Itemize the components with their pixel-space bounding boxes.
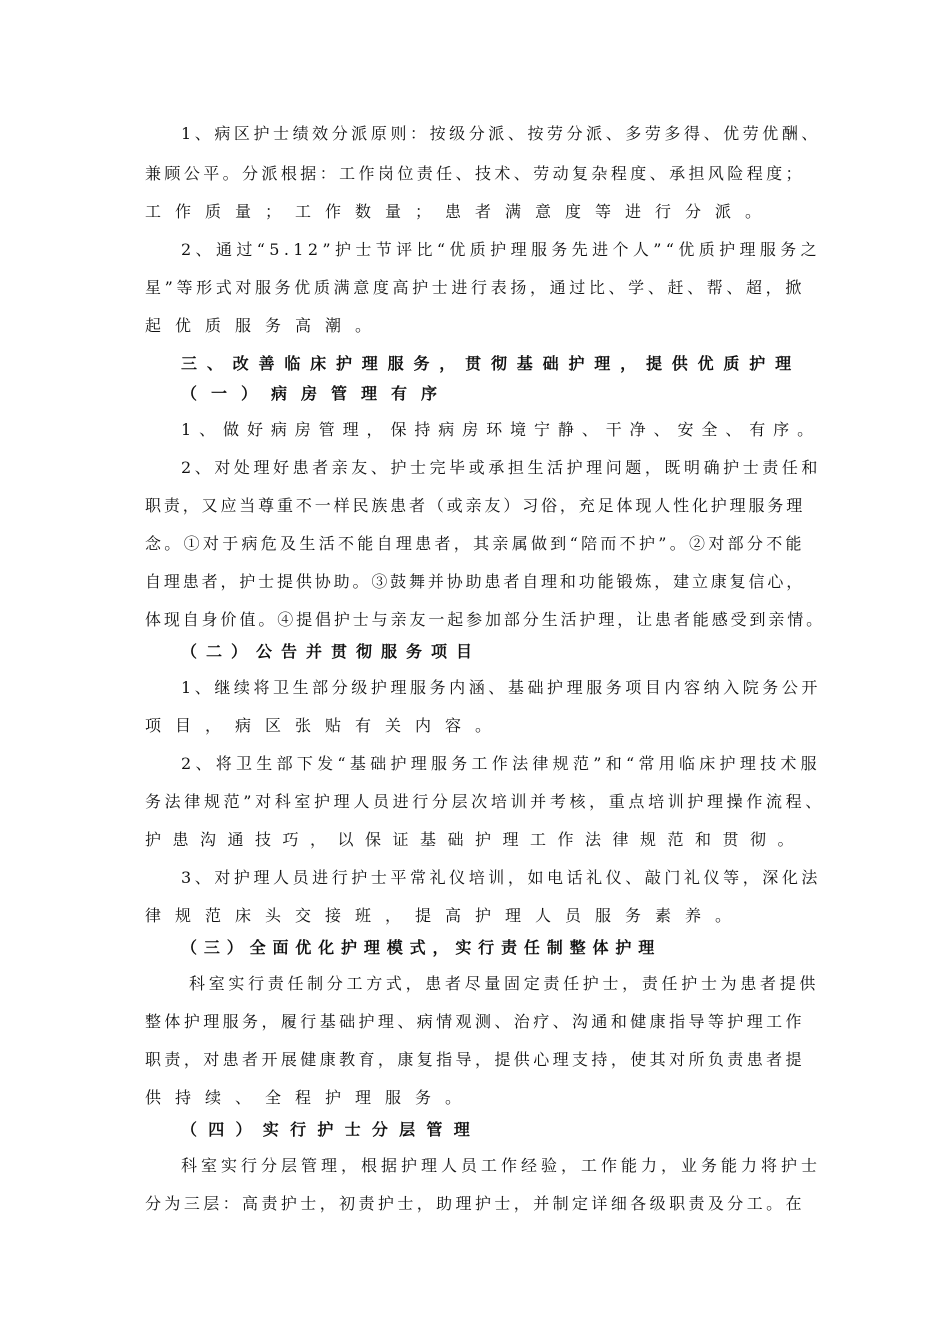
paragraph-9-line-2: 分为三层：高责护士，初责护士，助理护士，并制定详细各级职责及分工。在	[145, 1194, 805, 1213]
paragraph-4-line-2: 职责，又应当尊重不一样民族患者（或亲友）习俗，充足体现人性化护理服务理	[145, 496, 806, 515]
subheading-2: （二）公告并贯彻服务项目	[181, 642, 482, 661]
paragraph-4-line-5: 体现自身价值。④提倡护士与亲友一起参加部分生活护理，让患者能感受到亲情。	[145, 610, 826, 629]
paragraph-8-line-1: 科室实行责任制分工方式，患者尽量固定责任护士，责任护士为患者提供	[189, 974, 820, 993]
paragraph-4-line-4: 自理患者，护士提供协助。③鼓舞并协助患者自理和功能锻炼，建立康复信心，	[145, 572, 806, 591]
paragraph-6-line-1: 2、将卫生部下发“基础护理服务工作法律规范”和“常用临床护理技术服	[181, 754, 821, 773]
paragraph-7-line-1: 3、对护理人员进行护士平常礼仪培训，如电话礼仪、敲门礼仪等，深化法	[181, 868, 821, 887]
subheading-4: （四）实行护士分层管理	[181, 1120, 481, 1139]
paragraph-3-line-1: 1、做好病房管理，保持病房环境宁静、干净、安全、有序。	[181, 420, 822, 439]
paragraph-1-line-2: 兼顾公平。分派根据：工作岗位责任、技术、劳动复杂程度、承担风险程度；	[145, 164, 805, 183]
paragraph-2-line-3: 起优质服务高潮。	[145, 316, 386, 335]
paragraph-1-line-1: 1、病区护士绩效分派原则：按级分派、按劳分派、多劳多得、优劳优酬、	[181, 124, 821, 143]
paragraph-9-line-1: 科室实行分层管理，根据护理人员工作经验，工作能力，业务能力将护士	[181, 1156, 822, 1175]
paragraph-7-line-2: 律规范床头交接班，提高护理人员服务素养。	[145, 906, 746, 925]
paragraph-2-line-1: 2、通过“5.12”护士节评比“优质护理服务先进个人”“优质护理服务之	[181, 240, 822, 259]
paragraph-8-line-2: 整体护理服务，履行基础护理、病情观测、治疗、沟通和健康指导等护理工作	[145, 1012, 805, 1031]
paragraph-2-line-2: 星”等形式对服务优质满意度高护士进行表扬，通过比、学、赶、帮、超，掀	[145, 278, 805, 297]
paragraph-4-line-1: 2、对处理好患者亲友、护士完毕或承担生活护理问题，既明确护士责任和	[181, 458, 821, 477]
subheading-1: （一）病房管理有序	[181, 384, 452, 403]
paragraph-4-line-3: 念。①对于病危及生活不能自理患者，其亲属做到“陪而不护”。②对部分不能	[145, 534, 805, 553]
paragraph-6-line-2: 务法律规范”对科室护理人员进行分层次培训并考核，重点培训护理操作流程、	[145, 792, 825, 811]
paragraph-1-line-3: 工作质量；工作数量；患者满意度等进行分派。	[145, 202, 776, 221]
paragraph-6-line-3: 护患沟通技巧，以保证基础护理工作法律规范和贯彻。	[145, 830, 806, 849]
paragraph-8-line-3: 职责，对患者开展健康教育，康复指导，提供心理支持，使其对所负责患者提	[145, 1050, 805, 1069]
paragraph-8-line-4: 供持续、全程护理服务。	[145, 1088, 476, 1107]
paragraph-5-line-2: 项目，病区张贴有关内容。	[145, 716, 506, 735]
paragraph-5-line-1: 1、继续将卫生部分级护理服务内涵、基础护理服务项目内容纳入院务公开	[181, 678, 821, 697]
subheading-3: （三）全面优化护理模式，实行责任制整体护理	[181, 938, 662, 957]
section-heading-3: 三、改善临床护理服务，贯彻基础护理，提供优质护理	[181, 354, 801, 373]
